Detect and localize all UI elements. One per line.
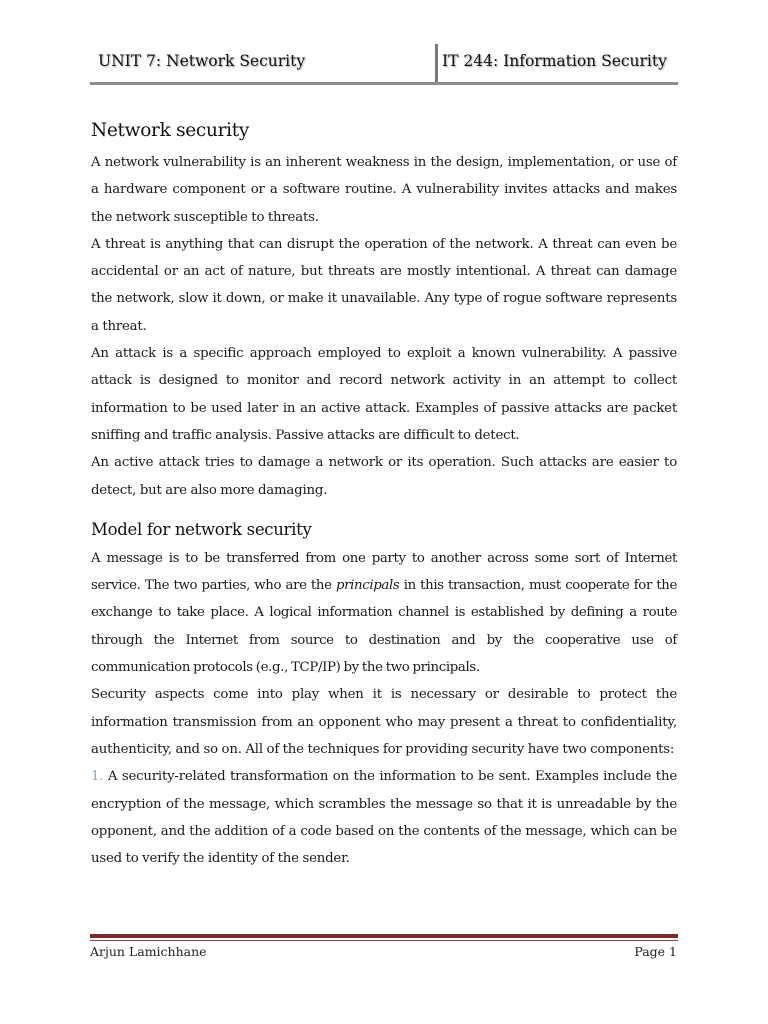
paragraph-security-aspects: Security aspects come into play when it is necessary or desirable to protect the information transmission from an opponent who may present a threat to confidentiality, authenticity, and so on. All of the techniques for providing security have two components:	[91, 687, 677, 757]
paragraph-vulnerability: A network vulnerability is an inherent weakness in the design, implementation, or use of a hardware component or a software routine. A vulnerability invites attacks and makes the network susceptible to threats.	[91, 155, 677, 225]
footer-author: Arjun Lamichhane	[90, 944, 207, 959]
paragraph-text: A message is to be transferred from one party to another across some sort of Internet service. The two parties, who are the	[91, 550, 677, 594]
paragraph-threat: A threat is anything that can disrupt the operation of the network. A threat can even be accidental or an act of nature, but threats are mostly intentional. A threat can damage the network, slow it down, or make it unavailable. Any type of rogue software represents a threat.	[91, 236, 677, 334]
paragraph-active-attack: An active attack tries to damage a network or its operation. Such attacks are easier to detect, but are also more damaging.	[91, 455, 677, 498]
page-number: Page 1	[634, 944, 677, 959]
list-item	[91, 763, 677, 872]
heading-model: Model for network security	[91, 519, 312, 539]
footer-rule	[90, 934, 678, 938]
paragraph-attack: An attack is a specific approach employed to exploit a known vulnerability. A passive attack is designed to monitor and record network activity in an attempt to collect information to be used later in an active attack. Examples of passive attacks are packet sniffing and traffic analysis. Passive attacks are difficult to detect.	[91, 346, 677, 443]
list-item-text: A security-related transformation on the information to be sent. Examples include the encryption of the message, which scrambles the message so that it is unreadable by the opponent, and the addition of a code based on the contents of the message, which can be used to verify the identity of the sender.	[91, 769, 677, 867]
paragraph-message-transfer	[91, 545, 677, 681]
page-header	[90, 44, 678, 84]
page-body	[91, 114, 677, 872]
list-number: 1.	[91, 769, 104, 785]
term-principals: principals	[335, 578, 400, 594]
course-title: IT 244: Information Security	[442, 52, 667, 70]
paragraph-text: in this transaction, must cooperate for the exchange to take place. A logical information channel is established by defining a route through the Internet from source to destination and by the cooperative use of communication protocols (e.g., TCP/IP) by the two principals.	[91, 578, 677, 676]
header-divider	[435, 44, 438, 84]
footer-rule-thin	[90, 940, 678, 941]
unit-title: UNIT 7: Network Security	[98, 52, 306, 70]
heading-network-security: Network security	[91, 120, 250, 141]
header-rule	[90, 82, 678, 85]
